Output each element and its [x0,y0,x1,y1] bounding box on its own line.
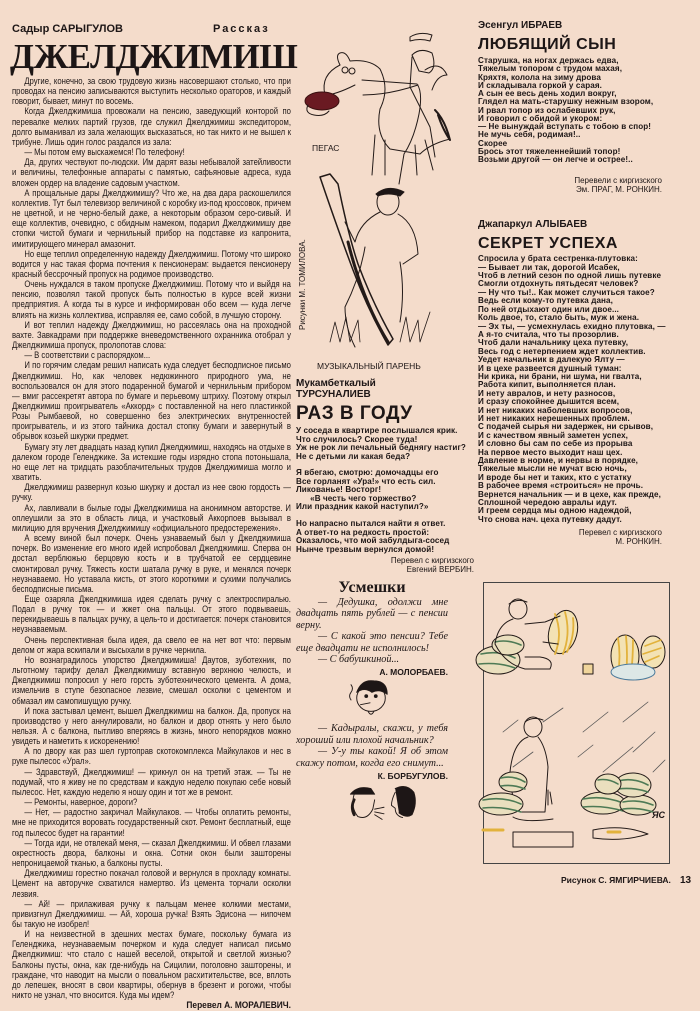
poem-line: С подачей сырья ни задержек, ни срывов, [478,422,654,432]
middle-column [296,378,474,825]
story-paragraph: Очень нуждался в таком пропуске Джелджимиш. Потому что и выйдя на пенсию, позволял такой пропуск быть полностью в курсе всей жизни предприятия. А когда ты в курсе и информирован обо всем — куда легче влиять на жизнь коллектива, исправляя ее, само собой, в лучшую сторону. [12,279,291,320]
story-paragraph: Ах, лавливали в былые годы Джелджимиша на анонимном авторстве. И оплеушили за это в область лица, и участковый Аккорпоев вызывал в милицию для вручения Джелджимишу «официального предостережения». [12,502,291,533]
poem-line: По ней отдыхают один или двое... [478,304,620,314]
poem-year-translator: Евгений ВЕРБИН. [406,565,474,574]
joke-line: — С бабушкиной... [318,654,400,666]
joke-2 [296,723,448,769]
poem-year-translation [296,556,474,574]
poem-son-title: ЛЮБЯЩИЙ СЫН [478,36,617,53]
poem-line: Давление в норме, и нервы в порядке, [478,456,639,465]
poem-son-translators: Эм. ПРАГ, М. РОНКИН. [576,185,662,195]
page-number: 13 [680,875,692,886]
cartoon-signature: ЯС [652,810,666,820]
joke-line: — Дедушка, одолжи мне двадцать пять рублей — с пенсии верну. [296,597,448,631]
story-paragraph: Джелджимиш развернул козью шкурку и достал из нее свою гордость — ручку. [12,482,291,503]
pegasus-caption: ПЕГАС [312,143,340,153]
poem-success-translator: М. РОНКИН. [615,537,662,547]
story-paragraph: И по горячим следам решил написать куда следует бесподписное письмо Джелджимиш. Но, как человек недюжинного природного ума, не воспользовался он для этого подаренной бумагой и чернильным прибором — вмиг рассекретят автора по бумаге и перьевому штриху. Поэтому открыл Джелджимиш проигрыватель «Аккорд» с поставленной на него пластинкой Розы Рымбаевой, но совершенно без электрических внутренностей проигрыватель, и из этого тайника достал стопку бумаги и завернутый в обрывок козьей шкурки предмет. [12,360,291,442]
story-paragraph: А всему виной был почерк. Очень узнаваемый был у Джелджимиша почерк. Во изменение его много идей испробовал Джелджимиш. Сперва он достал верблюжью берцовую кость и в трубчатой ее сердцевине смонтировал ручку. Тяжесть кости шатала ручку в руке, и менялся почерк неузнаваемо. Но уставала кисть, от этого короткими и сухими получались бесподписные письма. [12,533,291,594]
poem-year-lines [296,427,474,554]
poem-line: Работа кипит, выполняется план. [478,380,616,390]
poem-line: И складывала горкой у сарая. [478,80,603,90]
poem-line: А ответ-то на редкость простой: [296,527,430,537]
story-paragraph: Очень перспективная была идея, да свело ее на нет вот что: первым делом от жара вскипали и высыхали в ручке чернила. [12,634,291,655]
story-paragraph: — Ай! — прилаживая ручку к пальцам менее колкими местами, привизгнул Джелджимиш. — Ай, хороша ручка! Взять Эдисона — нипочем бы такую не изобрел! [12,898,291,929]
poem-son-translation-line: Перевели с киргизского [574,176,662,186]
story-paragraph: Другие, конечно, за свою трудовую жизнь насовершают столько, что при проводах на пенсию записываются выступить несколько ораторов, и каждый говорит, бывает, минут по восемь. [12,76,291,107]
poem-line: Ликованье! Восторг! [296,485,382,495]
poem-line: Смогли отдохнуть пятьдесят человек? [478,279,639,289]
poem-line: Я вбегаю, смотрю: домочадцы его [296,468,439,478]
poem-success-translation-line: Перевел с киргизского [578,528,662,538]
poem-line: Не с детьми ли какая беда? [296,451,411,461]
poem-line: Оказалось, что мой забулдыга-сосед [296,536,450,545]
poem-line: Все горланят «Ура!» что есть сил. [296,476,436,486]
poem-year-translation-line: Перевел с киргизского [390,556,474,565]
poem-line: Весь год с нетерпением ждет коллектив. [478,346,646,356]
poem-line: А сын ее весь день ходил вокруг, [478,89,617,98]
poem-line: Нынче трезвым вернулся домой! [296,544,435,554]
poem-line: Уж не рок ли печальный беднягу настиг? [296,443,466,452]
poem-line: Коль двое, то, стало быть, муж и жена. [478,313,640,323]
story-paragraph: Да, других чествуют по-людски. Им дарят вазы небывалой затейливости и величины, телефонные аппараты с памятью, сафьяновые адреса, куда вложен ордер на владение садовым участком. [12,157,291,188]
jokes-title: Усмешки [338,579,406,596]
story-author: Садыр САРЫГУЛОВ [12,23,123,35]
poem-line: Вернется начальник — и в цехе, как прежде, [478,489,661,499]
poem-line: В рабочее время «строиться» не прочь. [478,481,644,491]
poem-line: И словно бы сам по себе из прорыва [478,439,633,449]
story-paragraph: Бумагу эту лет двадцать назад купил Джелджимиш, находясь на отдыхе в далеком городе Геленджике. За истекшие годы изрядно стопа потоньшала, но еще лет на тридцать разоблачительных трудов Джелджимиша могло и хватить. [12,441,291,483]
story-genre: Рассказ [213,23,270,35]
story-paragraph: А по двору как раз шел гуртоправ скотокомплекса Майкулаков и нес в руке пылесос «Урал». [12,746,291,767]
poem-line: На первое место выходит наш цех. [478,447,623,457]
poem-line: «В честь чего торжество? [296,493,417,503]
poem-line: — Не вынуждай вступать с тобою в спор! [478,122,652,131]
poem-line: Тяжелым топором с трудом махая, [478,64,623,74]
story-paragraph: И пока застывал цемент, вышел Джелджимиш на балкон. Да, пропуск на производство у него аннулировали, но балкон и двор отнять у него было нельзя. А с балкона, пытливо вперяясь в жизнь, много непорядков можно увидеть и наметить к искоренению! [12,705,291,747]
story-paragraphs [12,76,291,1000]
poem-line: А я-то считала, что ты прозорлив. [478,329,619,339]
poem-line: Или праздник какой наступил?» [296,502,429,512]
poem-son-translation [478,176,662,194]
story-paragraph: — В соответствии с распорядком... [24,350,151,361]
poem-line: Не мучь себя, родимая!.. [478,130,581,140]
poem-line: И греем сердца мы одною надеждой, [478,506,632,516]
smoking-boy-icon [346,679,396,719]
cartoon-credit: Рисунок С. ЯМГИРЧИЕВА. [561,875,671,885]
two-men-talking-icon [344,783,424,825]
poem-line: И нет никаких нерешенных проблем. [478,413,630,423]
pegasus-illustration [300,15,450,185]
poem-line: Кряхтя, колола на зиму дрова [478,72,602,82]
poem-line: Что случилось? Скорее туда! [296,434,418,444]
poem-son-author: Эсенгул ИБРАЕВ [478,20,563,31]
poem-success-translation [478,528,662,546]
poem-line: Что снова нач. цеха путевку дадут. [478,514,622,524]
poem-line: Спросила у брата сестренка-плутовка: [478,254,638,264]
poem-son-lines [478,57,696,164]
poem-line: Старушка, на ногах держась едва, [478,56,619,65]
story-paragraph: Но еще теплил определенную надежду Джелджимиш. Потому что широко водится у нас такая форма почтения к пенсионерам: выдается пенсионеру красный бессрочный пропуск на родимое производство. [12,248,291,279]
jokes-section [296,578,448,825]
story-paragraph: А прощальные дары Джелджимишу? Что же, на два дара раскошелился коллектив. Тут был телевизор величиной с коробку из-под кроссовок, причем не цветной, и не черно-белый даже, а некоторым образом серо-сивый. И еще коллектив, очевидно, с обидным намеком, подарил Джелджимишу две стопки чистой бумаги и чернильный прибор на подставке из капронита, имитирующего минерал амазонит. [12,187,291,249]
story-paragraph: Джелджимиш горестно покачал головой и вернулся в прохладу комнаты. Цемент на авторучке схватился намертво. Из цемента торчали осколки лезвия. [12,868,291,899]
poem-line: У соседа в квартире послышался крик. [296,426,458,435]
poem-success-title: СЕКРЕТ УСПЕХА [478,235,618,253]
poem-success-lines [478,255,696,524]
poem-line: Но напрасно пытался найти я ответ. [296,519,446,528]
story-paragraph: И на неизвестной в здешних местах бумаге, поскольку бумага из Геленджика, неузнаваемым почерком и куда следует написал письмо Джелджимиш: что стало с нашей веселой, открытой и светлой жизнью? Балконы пусты, окна, как где-нибудь на Сицилии, поголовно зашторены, и граждане, что наводит на мысли о повальном расхитительстве, все, вплоть до лепешек, вносят в свои квартиры, обернув в брезент и рогожи, чтобы никто не узнал, что вносится. Куда мы идем? [12,929,291,1001]
poem-line: — Ну что ты!.. Как может случиться такое? [478,287,655,297]
poem-line: Сплошной чередою авралы идут. [478,498,617,508]
joke-line: — Кадыралы, скажи, у тебя хороший или плохой начальник? [296,723,448,746]
poem-line: И с качеством явный заметен успех, [478,430,629,440]
poem-line: И в цехе развеется душный туман: [478,363,622,373]
poem-year-author [296,378,474,400]
story-paragraph: — Тогда иди, не отвлекай меня, — сказал Джелджимиш. И обвел глазами окрестность двора, балконы и окна. Сотни окон были зашторены непроницаемой тканью, а балконы пусты. [12,837,291,869]
poem-line: Чтоб в летний сезон по одной лишь путевке [478,271,662,281]
joke-2-author: К. БОРБУГУЛОВ. [377,771,448,782]
poem-year-title: РАЗ В ГОДУ [296,403,413,424]
poem-line: И нету авралов, и нету разносов, [478,388,616,398]
joke-line: — С какой это пенсии? Тебе еще двадцати не исполнилось! [296,631,448,654]
poem-line: Тяжелые мысли не мучат всю ночь, [478,464,627,474]
poem-line: — Бывает ли так, дорогой Исабек, [478,262,620,272]
poem-line: Брось этот тяжеленнейший топор! [478,146,621,156]
story-paragraph: — Мы потом ему выскажемся! По телефону! [24,147,185,158]
story-translator: Перевел А. МОРАЛЕВИЧ. [186,1000,291,1011]
story-paragraph: Еще озаряла Джелджимиша идея сделать ручку с электроспиралью. Подал в ручку ток — и жжет она пальцы. От этого подвываешь, перекидываешь в пальцах ручку, а цель-то и достигается: почерк становится неузнаваемым. [12,593,291,635]
musician-caption: МУЗЫКАЛЬНЫЙ ПАРЕНЬ [317,361,421,371]
poem-year-author-first: Мукамбеткалый [296,378,376,389]
story-paragraph: Но вознаградилось упорство Джелджимиша! Даутов, зуботехник, по льготному тарифу делал Джелджимишу вставную верхнюю челюсть, и Джелджимиш попросил у него горсть зуботехнического цемента. А дома, измельчив в ступе безопасное лезвие, смешал осколки с цементом и обмазал им самопишущую ручку. [12,654,291,706]
poem-line: И нет никаких наболевших вопросов, [478,405,633,415]
poem-line: И сразу спокойнее дышится всем, [478,397,620,407]
story-title: ДЖЕЛДЖИМИШ [10,37,298,76]
poem-line: Ни крика, ни брани, ни шума, ни гвалта, [478,371,642,381]
poem-line: Возьми другой — он легче и острее!.. [478,155,633,164]
joke-1-author: А. МОЛОРБАЕВ. [379,667,448,678]
poem-line: И вроде бы нет и таких, кто с устатку [478,472,632,482]
poem-line: И рвал топор из ослабевших рук, [478,105,616,115]
story-paragraph: — Ремонты, наверное, дороги? [24,797,138,808]
joke-line: — У-у ты какой! Я об этом скажу потом, когда его снимут... [296,746,448,769]
story-paragraph: И вот теплил надежду Джелджимиш, но рассеялась она на проходной вахте. Завкадрами при поддержке вневедомственного охранника отобрал у Джелджимиша пропуск, пролопотав слова: [12,319,291,351]
poem-line: И говорил с обидой и укором: [478,113,603,123]
poem-year-author-last: ТУРСУНАЛИЕВ [296,389,371,400]
musician-illustration [320,172,450,357]
poem-line: Уедет начальник в далекую Ялту — [478,355,625,365]
right-column [478,19,696,546]
illustrations-credit: Рисунки М. ТОМИЛОВА. [298,239,307,330]
watermelon-cartoon [483,582,670,864]
joke-1 [296,597,448,665]
poem-line: Скорее [478,138,508,148]
story-paragraph: — Здравствуй, Джелджимиш! — крикнул он на третий этаж. — Ты не подумай, что я живу не по средствам и каждую неделю покупаю себе новый пылесос. Нет, каждую неделю я ношу один и тот же в ремонт. [12,766,291,797]
story-paragraph: — Нет, — радостно закричал Майкулаков. — Чтобы оплатить ремонты, мне не приходится воровать государственный скот. Ремонт бесплатный, еще год пылесос будет на гарантии! [12,807,291,838]
poem-line: Чтоб дали начальнику цеха путевку, [478,338,629,348]
poem-line: — Эх ты, — усмехнулась ехидно плутовка, — [478,321,666,331]
poem-line: Глядел на мать-старушку нежным взором, [478,97,654,107]
poem-success-author: Джапаркул АЛЫБАЕВ [478,219,588,231]
story-body [12,76,291,1011]
poem-line: Ведь если кому-то путевка дана, [478,296,613,306]
story-paragraph: Когда Джелджимиша провожали на пенсию, заведующий конторой по перевалке мелких партий грузов, где служил Джелджимиш экспедитором, долго выманивал из зала желающих высказаться, но так никто и не вышел к трибуне. Лишь один голос раздался из зала: [12,106,291,147]
